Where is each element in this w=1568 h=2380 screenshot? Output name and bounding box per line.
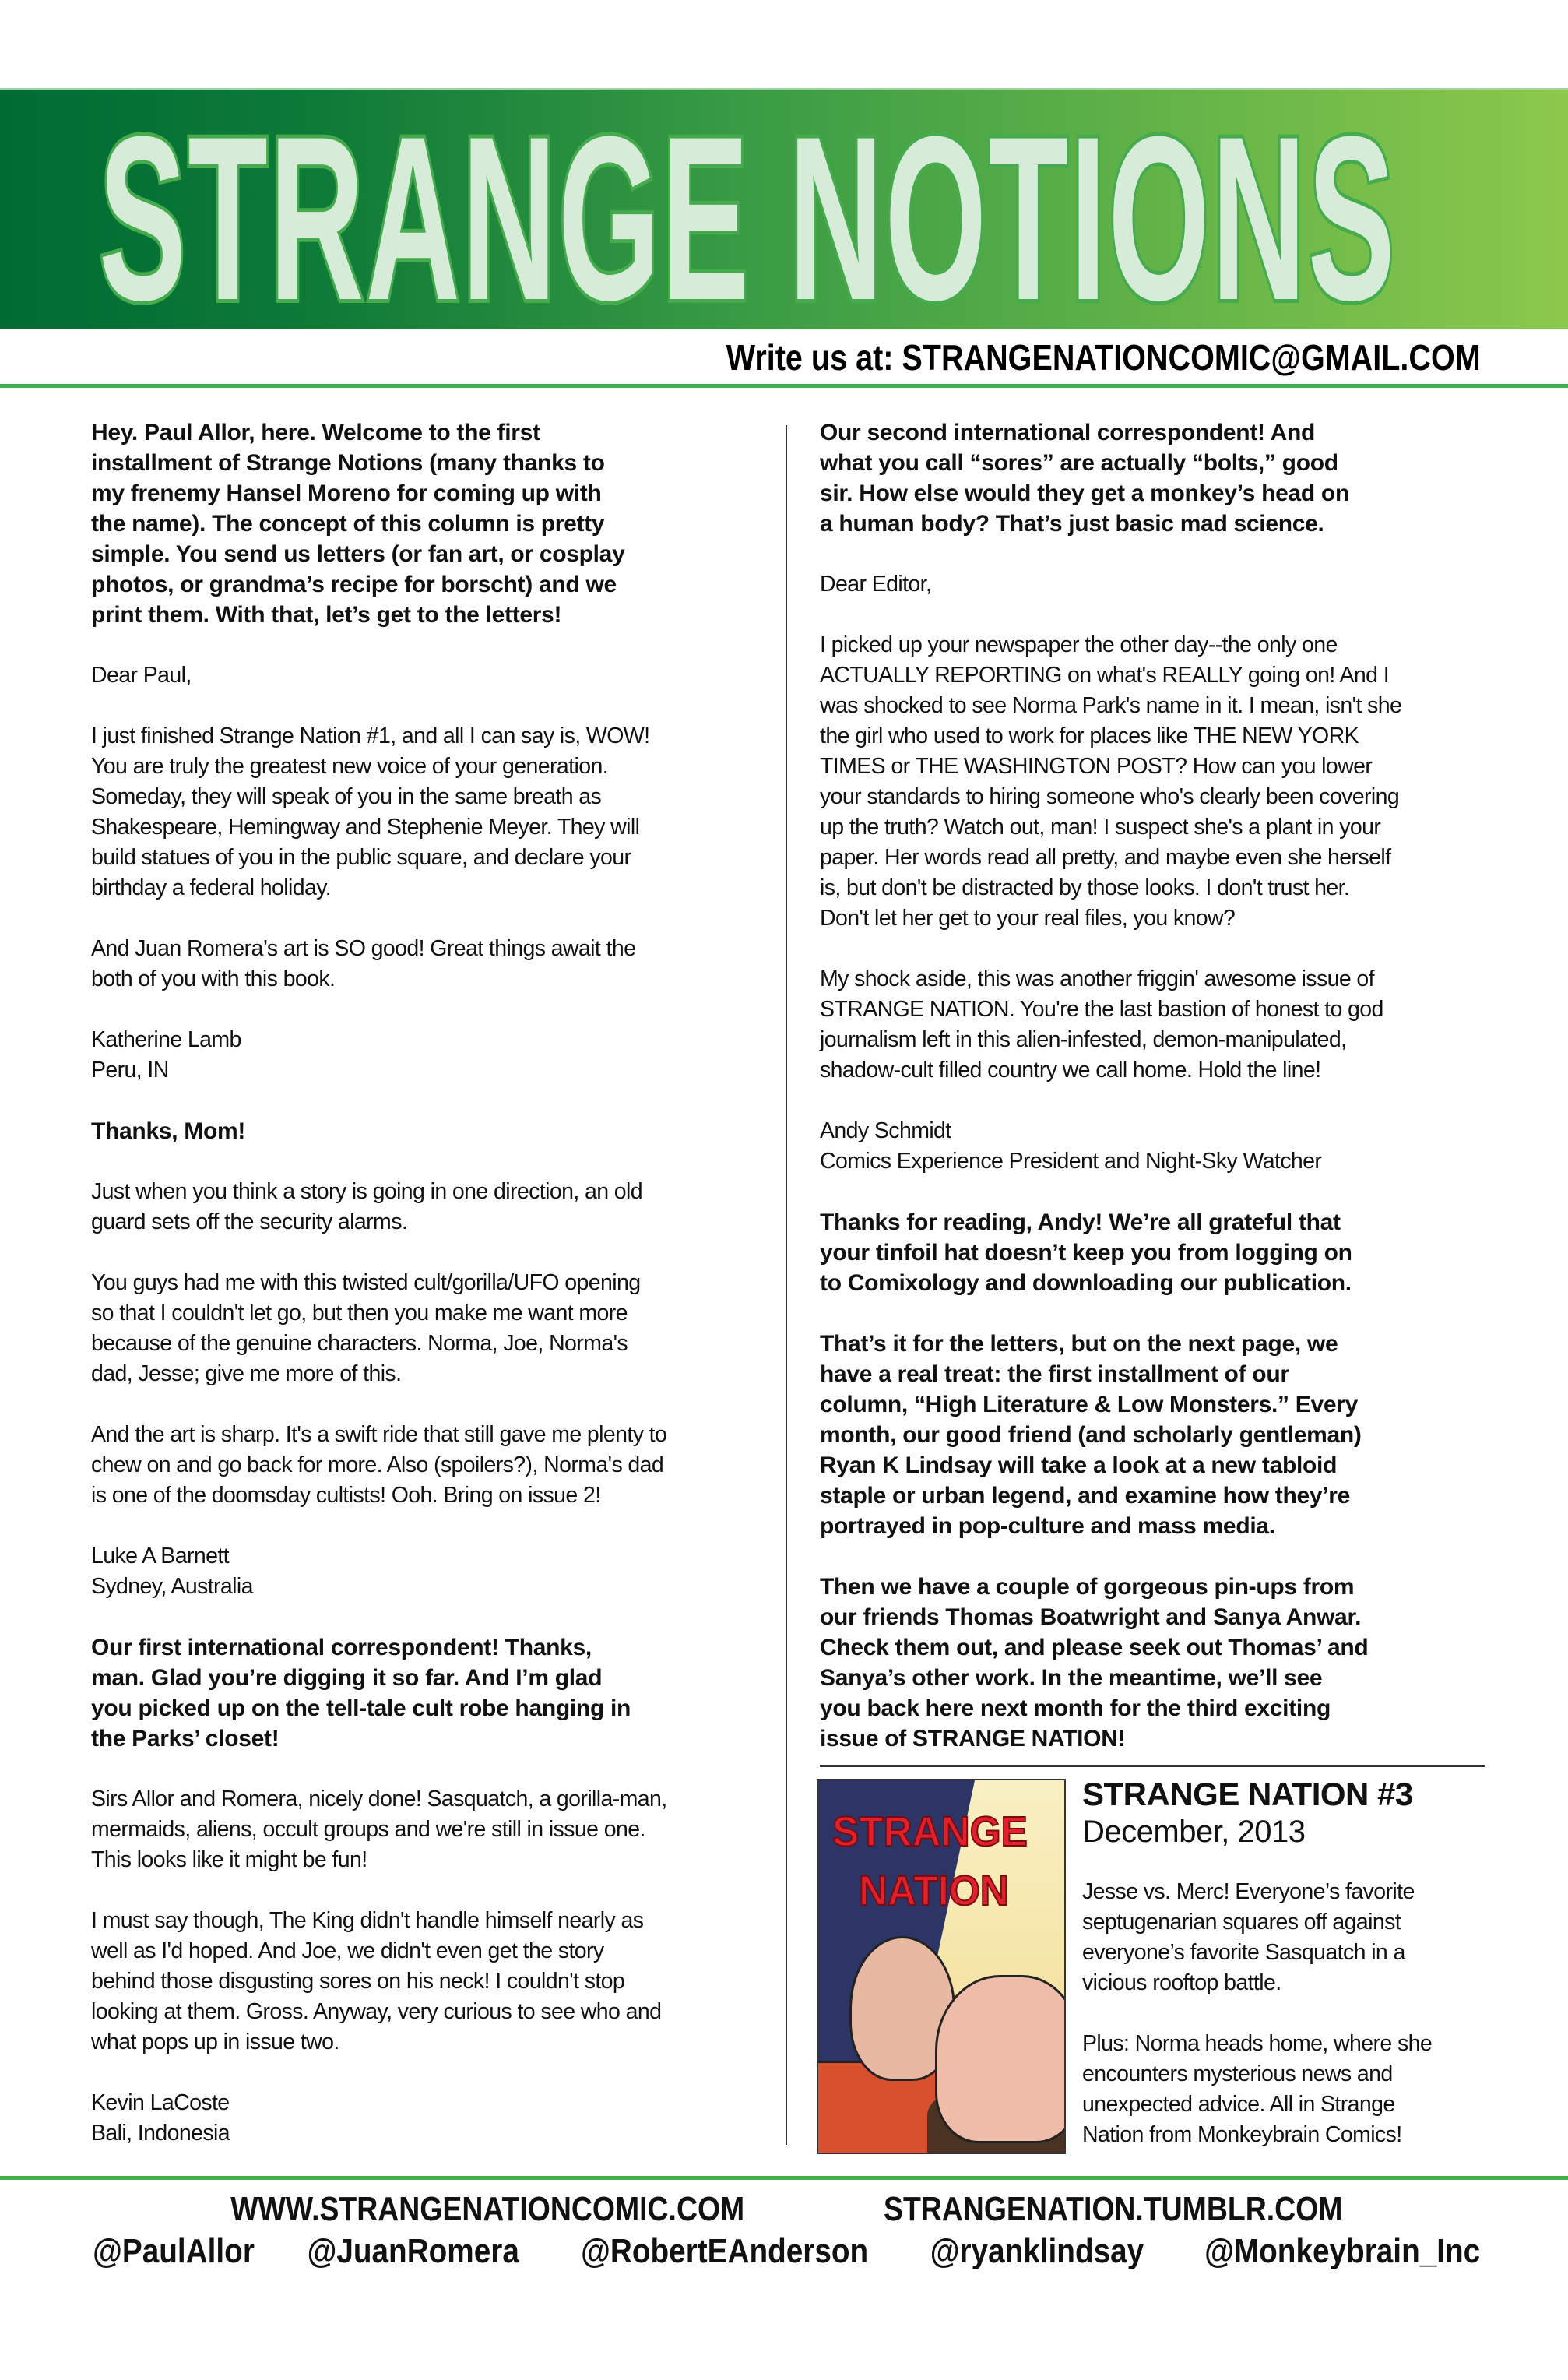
letter-body: Just when you think a story is going in one direction, an old guard sets off the security alarms. <box>91 1179 643 1234</box>
letter-signature: Andy Schmidt Comics Experience President and Night-Sky Watcher <box>820 1118 1322 1174</box>
column-divider <box>786 425 787 2145</box>
letter-signature: Katherine Lamb Peru, IN <box>91 1027 241 1083</box>
letter-salutation: Dear Editor, <box>820 572 932 597</box>
handle-monkeybrain[interactable]: @Monkeybrain_Inc <box>1204 2232 1480 2270</box>
contact-email: Write us at: STRANGENATIONCOMIC@GMAIL.COM <box>726 337 1481 378</box>
promo-date: December, 2013 <box>1082 1815 1306 1849</box>
promo-title: STRANGE NATION #3 <box>1082 1776 1413 1812</box>
editor-reply: Thanks for reading, Andy! We’re all grateful that your tinfoil hat doesn’t keep you from logging on to Comixology and downloading our publication. <box>820 1209 1352 1296</box>
handle-juanromera[interactable]: @JuanRomera <box>307 2232 520 2270</box>
handle-ryanklindsay[interactable]: @ryanklindsay <box>930 2232 1144 2270</box>
promo-divider <box>820 1765 1485 1767</box>
letter-body: I just finished Strange Nation #1, and all I can say is, WOW! You are truly the greatest new voice of your generation. Someday, they will speak of you in the same breath as Shakespeare, Hemingway and Stephenie Meyer. They will build statues of you in the public square, and declare your birthday a federal holiday. <box>91 724 650 900</box>
cover-figure-sasquatch <box>935 1975 1066 2143</box>
promo-description: Plus: Norma heads home, where she encounters mysterious news and unexpected advice. All in Strange Nation from Monkeybrain Comics! <box>1082 2031 1433 2147</box>
footer-handles <box>82 2232 1499 2271</box>
editor-reply: Thanks, Mom! <box>91 1118 246 1144</box>
promo-description: Jesse vs. Merc! Everyone’s favorite septugenarian squares off against everyone’s favorite Sasquatch in a vicious rooftop battle. <box>1082 1879 1415 1995</box>
cover-logo-line2: NATION <box>859 1868 1009 1914</box>
footer-divider <box>0 2176 1568 2180</box>
letter-body: And Juan Romera’s art is SO good! Great things await the both of you with this book. <box>91 936 636 991</box>
letter-body: My shock aside, this was another friggin' awesome issue of STRANGE NATION. You're the last bastion of honest to god journalism left in this alien-infested, demon-manipulated, shadow-cult filled country we call home. Hold the line! <box>820 966 1383 1083</box>
handle-robertanderson[interactable]: @RobertEAnderson <box>581 2232 869 2270</box>
right-column <box>820 417 1505 1784</box>
footer-links <box>0 2190 1568 2229</box>
next-issue-promo <box>1082 1776 1495 2181</box>
letter-body: And the art is sharp. It's a swift ride that still gave me plenty to chew on and go back for more. Also (spoilers?), Norma's dad is one of the doomsday cultists! Ooh. Bring on issue 2! <box>91 1422 667 1508</box>
letter-body: Sirs Allor and Romera, nicely done! Sasquatch, a gorilla-man, mermaids, aliens, occult groups and we're still in issue one. This looks like it might be fun! <box>91 1787 667 1872</box>
letter-salutation: Dear Paul, <box>91 663 192 688</box>
editor-reply: Our first international correspondent! Thanks, man. Glad you’re digging it so far. And I’m glad you picked up on the tell-tale cult robe hanging in the Parks’ closet! <box>91 1635 631 1752</box>
website-link[interactable]: WWW.STRANGENATIONCOMIC.COM <box>230 2190 745 2228</box>
title-banner <box>0 88 1568 329</box>
editor-reply: Our second international correspondent! And what you call “sores” are actually “bolts,” good sir. How else would they get a monkey’s head on a human body? That’s just basic mad science. <box>820 420 1349 537</box>
letter-body: I must say though, The King didn't handle himself nearly as well as I'd hoped. And Joe, we didn't even get the story behind those disgusting sores on his neck! I couldn't stop looking at them. Gross. Anyway, very curious to see who and what pops up in issue two. <box>91 1908 662 2054</box>
letter-body: I picked up your newspaper the other day--the only one ACTUALLY REPORTING on what's REALLY going on! And I was shocked to see Norma Park's name in it. I mean, isn't she the girl who used to work for places like THE NEW YORK TIMES or THE WASHINGTON POST? How can you lower your standards to hiring someone who's clearly been covering up the truth? Watch out, man! I suspect she's a plant in your paper. Her words read all pretty, and maybe even she herself is, but don't be distracted by those looks. I don't trust her. Don't let her get to your real files, you know? <box>820 632 1402 931</box>
letter-body: You guys had me with this twisted cult/gorilla/UFO opening so that I couldn't let go, but then you make me want more because of the genuine characters. Norma, Joe, Norma's dad, Jesse; give me more of this. <box>91 1270 641 1386</box>
cover-logo-line1: STRANGE <box>832 1808 1028 1855</box>
handle-paulallor[interactable]: @PaulAllor <box>93 2232 255 2270</box>
header-divider <box>0 384 1568 388</box>
editor-intro: Hey. Paul Allor, here. Welcome to the first installment of Strange Notions (many thanks to my frenemy Hansel Moreno for coming up with the name). The concept of this column is pretty simple. You send us letters (or fan art, or cosplay photos, or grandma’s recipe for borscht) and we print them. With that, let’s get to the letters! <box>91 420 625 628</box>
letter-signature: Luke A Barnett Sydney, Australia <box>91 1544 253 1599</box>
editor-next-page-note: That’s it for the letters, but on the next page, we have a real treat: the first installment of our column, “High Literature & Low Monsters.” Every month, our good friend (and scholarly gentleman) Ryan K Lindsay will take a look at a new tabloid staple or urban legend, and examine how they’re portrayed in pop-culture and mass media. <box>820 1331 1362 1539</box>
editor-closing: Then we have a couple of gorgeous pin-ups from our friends Thomas Boatwright and Sanya Anwar. Check them out, and please seek out Thomas’ and Sanya’s other work. In the meantime, we’ll see you back here next month for the third exciting issue of STRANGE NATION! <box>820 1574 1369 1752</box>
comic-cover-image <box>817 1779 1066 2154</box>
column-title: STRANGE NOTIONS <box>99 88 1397 329</box>
left-column <box>91 417 776 2179</box>
letter-signature: Kevin LaCoste Bali, Indonesia <box>91 2090 230 2146</box>
tumblr-link[interactable]: STRANGENATION.TUMBLR.COM <box>883 2190 1342 2228</box>
